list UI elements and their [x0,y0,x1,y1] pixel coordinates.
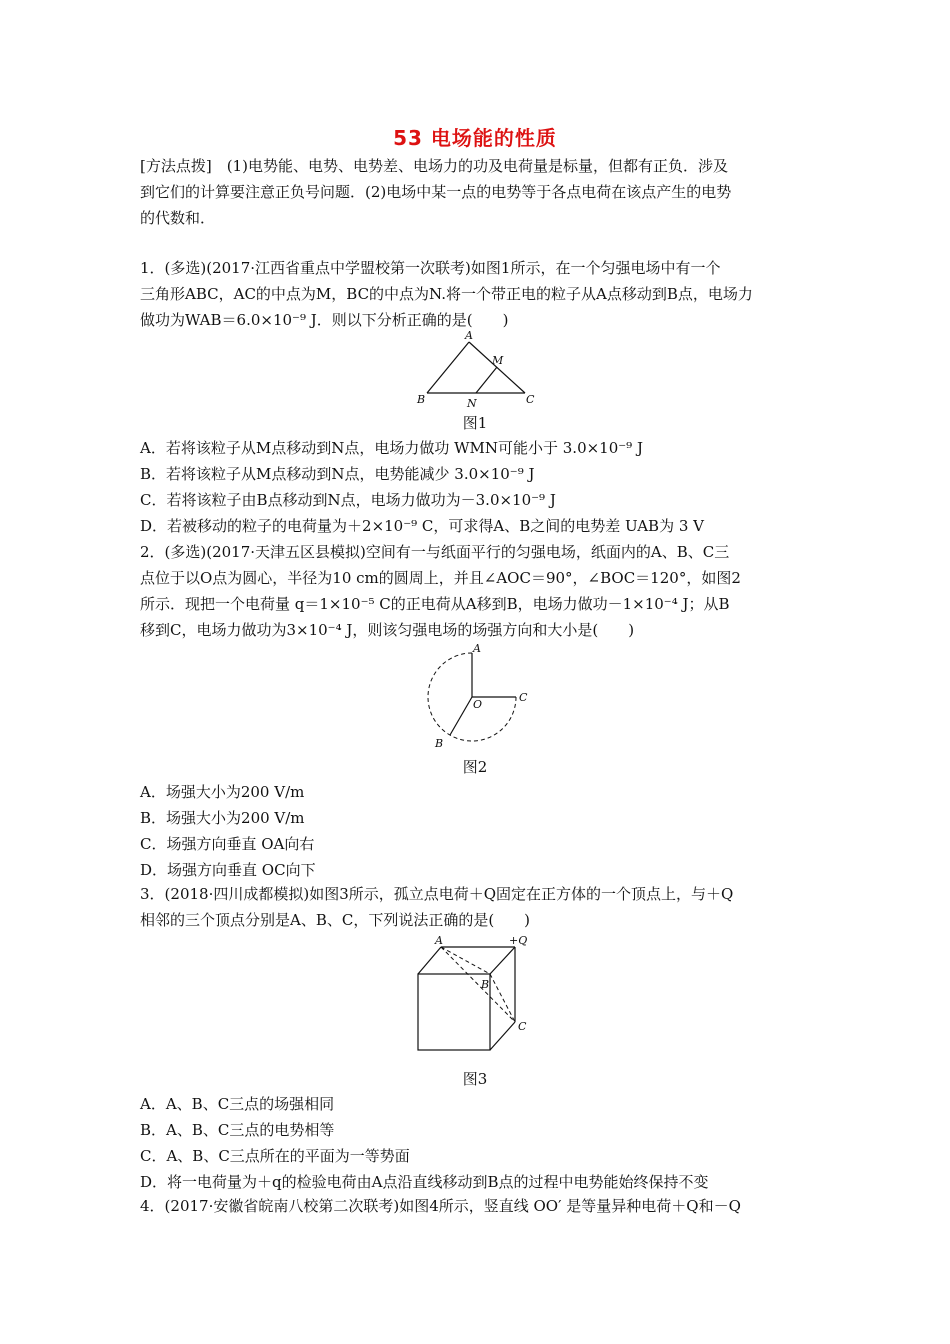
q2-option-d: D．场强方向垂直 OC向下 [140,861,316,879]
fig3-label-b: B [481,978,490,991]
figure-1-triangle [405,330,555,410]
q3-option-b: B．A、B、C三点的电势相等 [140,1121,335,1139]
method-line-3: 的代数和． [140,209,216,227]
figure-1-caption: 图1 [462,414,488,432]
q2-option-a: A．场强大小为200 V/m [140,783,305,801]
figure-3-cube [405,932,545,1062]
q2-line-4: 移到C，电场力做功为3×10⁻⁴ J，则该匀强电场的场强方向和大小是( ) [140,621,635,639]
figure-2-circle [415,640,545,750]
q3-option-d: D．将一电荷量为＋q的检验电荷由A点沿直线移动到B点的过程中电势能始终保持不变 [140,1173,709,1191]
q3-line-2: 相邻的三个顶点分别是A、B、C，下列说法正确的是( ) [140,911,531,929]
q2-option-c: C．场强方向垂直 OA向右 [140,835,315,853]
fig2-label-a: A [473,642,481,655]
fig2-label-b: B [435,737,444,750]
fig1-label-m: M [492,354,504,367]
method-line-1: [方法点拨] (1)电势能、电势、电势差、电场力的功及电荷量是标量，但都有正负．涉及 [140,157,728,175]
q1-line-3: 做功为WAB＝6.0×10⁻⁹ J．则以下分析正确的是( ) [140,311,509,329]
fig1-label-c: C [526,393,535,406]
fig2-label-o: O [473,698,483,711]
figure-3-caption: 图3 [462,1070,488,1088]
q1-option-b: B．若将该粒子从M点移动到N点，电势能减少 3.0×10⁻⁹ J [140,465,535,483]
fig1-label-n: N [467,397,477,410]
fig3-label-c: C [518,1020,527,1033]
fig1-label-a: A [465,330,473,342]
q2-option-b: B．场强大小为200 V/m [140,809,305,827]
figure-2-caption: 图2 [462,758,488,776]
q1-option-d: D．若被移动的粒子的电荷量为＋2×10⁻⁹ C，可求得A、B之间的电势差 UAB为 3 V [140,517,704,535]
fig1-label-b: B [417,393,426,406]
fig3-label-q: +Q [509,934,528,947]
q2-line-1: 2．(多选)(2017·天津五区县模拟)空间有一与纸面平行的匀强电场，纸面内的A、B、C三 [140,543,730,561]
fig3-label-a: A [435,934,443,947]
method-line-2: 到它们的计算要注意正负号问题．(2)电场中某一点的电势等于各点电荷在该点产生的电势 [140,183,732,201]
q1-line-2: 三角形ABC，AC的中点为M，BC的中点为N.将一个带正电的粒子从A点移动到B点，电场力 [140,285,753,303]
page-title: 53 电场能的性质 [393,126,557,150]
q3-option-c: C．A、B、C三点所在的平面为一等势面 [140,1147,410,1165]
q4-line-1: 4．(2017·安徽省皖南八校第二次联考)如图4所示，竖直线 OO′ 是等量异种电荷＋Q和－Q [140,1197,741,1215]
q2-line-3: 所示．现把一个电荷量 q＝1×10⁻⁵ C的正电荷从A移到B，电场力做功－1×10⁻⁴ J；从B [140,595,730,613]
q1-option-c: C．若将该粒子由B点移动到N点，电场力做功为－3.0×10⁻⁹ J [140,491,556,509]
q3-option-a: A．A、B、C三点的场强相同 [140,1095,335,1113]
fig2-label-c: C [519,691,528,704]
q1-line-1: 1．(多选)(2017·江西省重点中学盟校第一次联考)如图1所示，在一个匀强电场中有一个 [140,259,721,277]
q2-line-2: 点位于以O点为圆心，半径为10 cm的圆周上，并且∠AOC＝90°，∠BOC＝120°，如图2 [140,569,741,587]
q1-option-a: A．若将该粒子从M点移动到N点，电场力做功 WMN可能小于 3.0×10⁻⁹ J [140,439,643,457]
q3-line-1: 3．(2018·四川成都模拟)如图3所示，孤立点电荷＋Q固定在正方体的一个顶点上，与＋Q [140,885,734,903]
